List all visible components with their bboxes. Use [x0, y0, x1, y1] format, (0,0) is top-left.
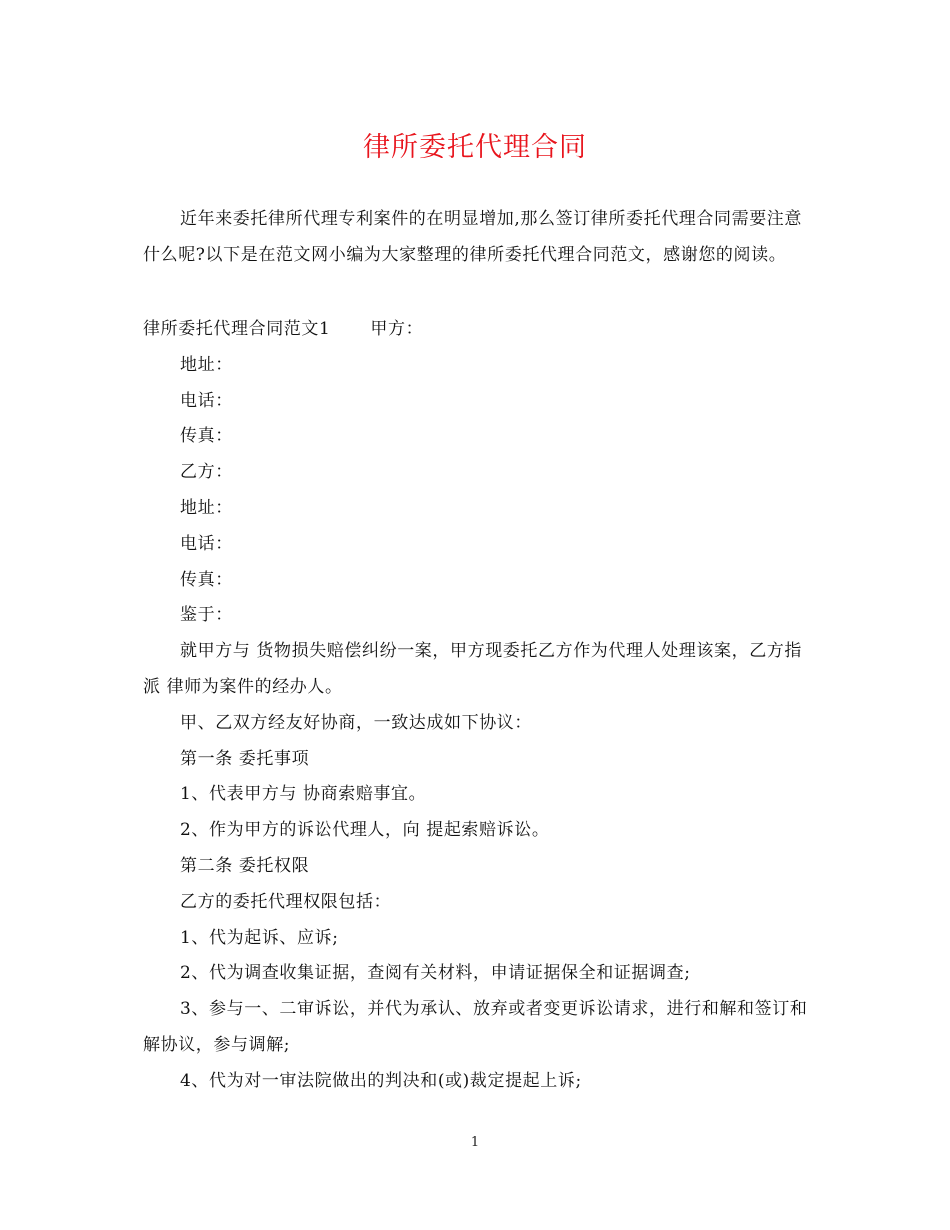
authority-item-3: 3、参与一、二审诉讼，并代为承认、放弃或者变更诉讼请求，进行和解和签订和解协议，参与调解;	[143, 999, 808, 1055]
article-two-heading: 第二条 委托权限	[180, 855, 310, 876]
party-a-address: 地址：	[180, 354, 233, 375]
sample-heading-line	[143, 312, 813, 348]
party-b-phone: 电话：	[180, 533, 233, 554]
intro-section	[143, 202, 813, 274]
party-a-fax: 传真：	[180, 426, 233, 447]
intro-paragraph: 近年来委托律所代理专利案件的在明显增加,那么签订律所委托代理合同需要注意什么呢?以下是在范文网小编为大家整理的律所委托代理合同范文，感谢您的阅读。	[143, 209, 803, 265]
authority-item-4: 4、代为对一审法院做出的判决和(或)裁定提起上诉;	[180, 1070, 582, 1091]
article-one-item-1: 1、代表甲方与 协商索赔事宜。	[180, 784, 427, 805]
document-title: 律所委托代理合同	[363, 132, 587, 163]
case-paragraph: 就甲方与 货物损失赔偿纠纷一案，甲方现委托乙方作为代理人处理该案，乙方指派 律师为案件的经办人。	[143, 641, 803, 697]
party-b-address: 地址：	[180, 497, 233, 518]
sample-heading: 律所委托代理合同范文1	[143, 319, 331, 339]
whereas-label: 鉴于：	[180, 605, 233, 626]
party-b-label: 乙方：	[180, 462, 233, 483]
article-one-heading: 第一条 委托事项	[180, 748, 310, 769]
authority-item-1: 1、代为起诉、应诉;	[180, 927, 339, 948]
agreement-paragraph: 甲、乙双方经友好协商，一致达成如下协议：	[180, 712, 532, 733]
authority-intro: 乙方的委托代理权限包括：	[180, 891, 392, 912]
party-a-label: 甲方：	[370, 319, 424, 339]
party-b-fax: 传真：	[180, 569, 233, 590]
page-number: 1	[470, 1135, 480, 1150]
contract-body	[143, 312, 813, 1100]
authority-item-2: 2、代为调查收集证据，查阅有关材料，申请证据保全和证据调查;	[180, 963, 691, 984]
article-one-item-2: 2、作为甲方的诉讼代理人，向 提起索赔诉讼。	[180, 820, 550, 841]
party-a-phone: 电话：	[180, 390, 233, 411]
